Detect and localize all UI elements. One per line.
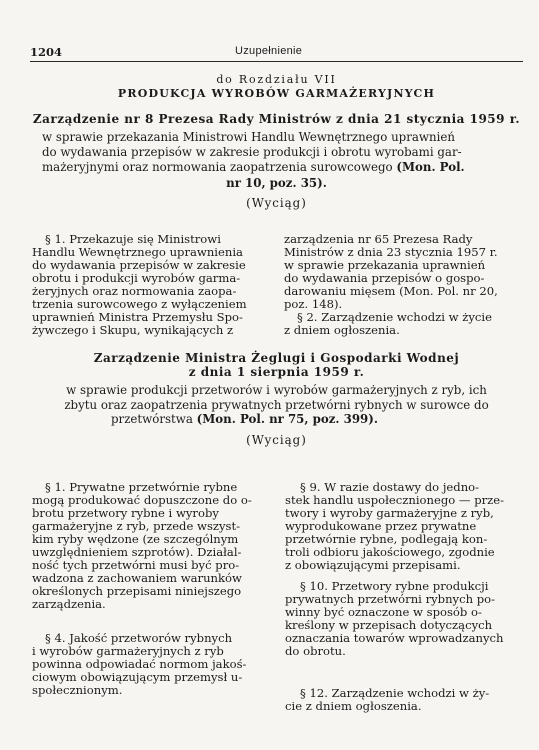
- chapter-heading: do Rozdziału VII: [216, 73, 337, 86]
- text-line: ciowym obowiązującym przemysł u-: [32, 670, 243, 684]
- text-line: żywczego i Skupu, wynikających z: [32, 323, 234, 337]
- doc2-subject-line: w sprawie produkcji przetworów i wyrobów garmażeryjnych z ryb, ich: [66, 383, 487, 397]
- text-line: ność tych przetwórni musi być pro-: [32, 558, 240, 572]
- doc1-source-ref: (Mon. Pol.: [396, 160, 465, 174]
- text-line: i wyrobów garmażeryjnych z ryb: [32, 644, 224, 658]
- faint-watermark: ​: [37, 640, 43, 698]
- doc2-subject-line: zbytu oraz zaopatrzenia prywatnych przetwórni rybnych w surowce do: [64, 398, 489, 412]
- text-line: troli odbioru jakościowego, zgodnie: [285, 545, 495, 559]
- text-line: § 4. Jakość przetworów rybnych: [45, 631, 233, 645]
- text-line: § 1. Przekazuje się Ministrowi: [45, 232, 221, 246]
- text-line: do wydawania przepisów w zakresie: [32, 258, 246, 272]
- text-line: stek handlu uspołecznionego — prze-: [285, 493, 505, 507]
- doc1-excerpt-label: (Wyciąg): [246, 196, 307, 210]
- page-header: [30, 41, 523, 62]
- text-line: uprawnień Ministra Przemysłu Spo-: [32, 310, 243, 324]
- text-line: obrotu i produkcji wyrobów garma-: [32, 271, 241, 285]
- text-line: kim ryby wędzone (ze szczególnym: [32, 532, 239, 546]
- running-head: Uzupełnienie: [235, 45, 303, 57]
- text-line: cie z dniem ogłoszenia.: [285, 699, 422, 713]
- text-line: § 9. W razie dostawy do jedno-: [300, 480, 480, 494]
- text-line: § 10. Przetwory rybne produkcji: [300, 579, 489, 593]
- text-line: do wydawania przepisów o gospo-: [284, 271, 485, 285]
- text-line: twory i wyroby garmażeryjne z ryb,: [285, 506, 494, 520]
- text-line: darowaniu mięsem (Mon. Pol. nr 20,: [284, 284, 498, 298]
- text-line: trzenia surowcowego z wyłączeniem: [32, 297, 247, 311]
- text-line: garmażeryjne z ryb, przede wszyst-: [32, 519, 241, 533]
- text-line: z dniem ogłoszenia.: [284, 323, 400, 337]
- text-line: do obrotu.: [285, 644, 346, 658]
- text-line: poz. 148).: [284, 297, 343, 311]
- doc2-title-date: z dnia 1 sierpnia 1959 r.: [188, 365, 365, 379]
- page-number: 1204: [30, 45, 63, 59]
- text-line: wyprodukowane przez prywatne: [285, 519, 477, 533]
- text-line: zarządzenia.: [32, 597, 106, 611]
- text-line: oznaczania towarów wprowadzanych: [285, 631, 504, 645]
- doc1-subject-line: w sprawie przekazania Ministrowi Handlu Wewnętrznego uprawnień: [42, 130, 455, 144]
- doc2-excerpt-label: (Wyciąg): [246, 433, 307, 447]
- doc2-source-ref: (Mon. Pol. nr 75, poz. 399).: [196, 412, 378, 426]
- text-line: brotu przetwory rybne i wyroby: [32, 506, 219, 520]
- text-line: winny być oznaczone w sposób o-: [285, 605, 482, 619]
- text-line: w sprawie przekazania uprawnień: [284, 258, 486, 272]
- text-line: powinna odpowiadać normom jakoś-: [32, 657, 247, 671]
- doc1-subject-line: do wydawania przepisów w zakresie produkcji i obrotu wyrobami gar-: [42, 145, 462, 159]
- text-line: mogą produkować dopuszczone do o-: [32, 493, 252, 507]
- text-line: prywatnych przetwórni rybnych po-: [285, 592, 496, 606]
- text-line: § 1. Prywatne przetwórnie rybne: [45, 480, 238, 494]
- text-line: Ministrów z dnia 23 stycznia 1957 r.: [284, 245, 498, 259]
- doc1-subject-line: mażeryjnymi oraz normowania zaopatrzenia surowcowego (Mon. Pol.: [42, 160, 465, 174]
- section-heading: PRODUKCJA WYROBÓW GARMAŻERYJNYCH: [117, 87, 436, 100]
- text-line: z obowiązującymi przepisami.: [285, 558, 461, 572]
- text-line: § 12. Zarządzenie wchodzi w ży-: [300, 686, 490, 700]
- text-line: wadzona z zachowaniem warunków: [32, 571, 242, 585]
- doc1-subject-line: nr 10, poz. 35).: [226, 176, 327, 190]
- text-line: żeryjnych oraz normowania zaopa-: [32, 284, 237, 298]
- text-line: kreślony w przepisach dotyczących: [285, 618, 493, 632]
- doc1-title: Zarządzenie nr 8 Prezesa Rady Ministrów z dnia 21 stycznia 1959 r.: [32, 112, 521, 126]
- text-line: § 2. Zarządzenie wchodzi w życie: [297, 310, 492, 324]
- text-line: przetwórnie rybne, podlegają kon-: [285, 532, 488, 546]
- text-line: zarządzenia nr 65 Prezesa Rady: [284, 232, 473, 246]
- text-line: określonych przepisami niniejszego: [32, 584, 242, 598]
- doc2-subject-line: przetwórstwa (Mon. Pol. nr 75, poz. 399).: [111, 412, 378, 426]
- text-line: uwzględnieniem szprotów). Działal-: [32, 545, 242, 559]
- text-line: społecznionym.: [32, 683, 123, 697]
- doc2-title: Zarządzenie Ministra Żeglugi i Gospodarki Wodnej: [93, 351, 460, 365]
- text-line: Handlu Wewnętrznego uprawnienia: [32, 245, 243, 259]
